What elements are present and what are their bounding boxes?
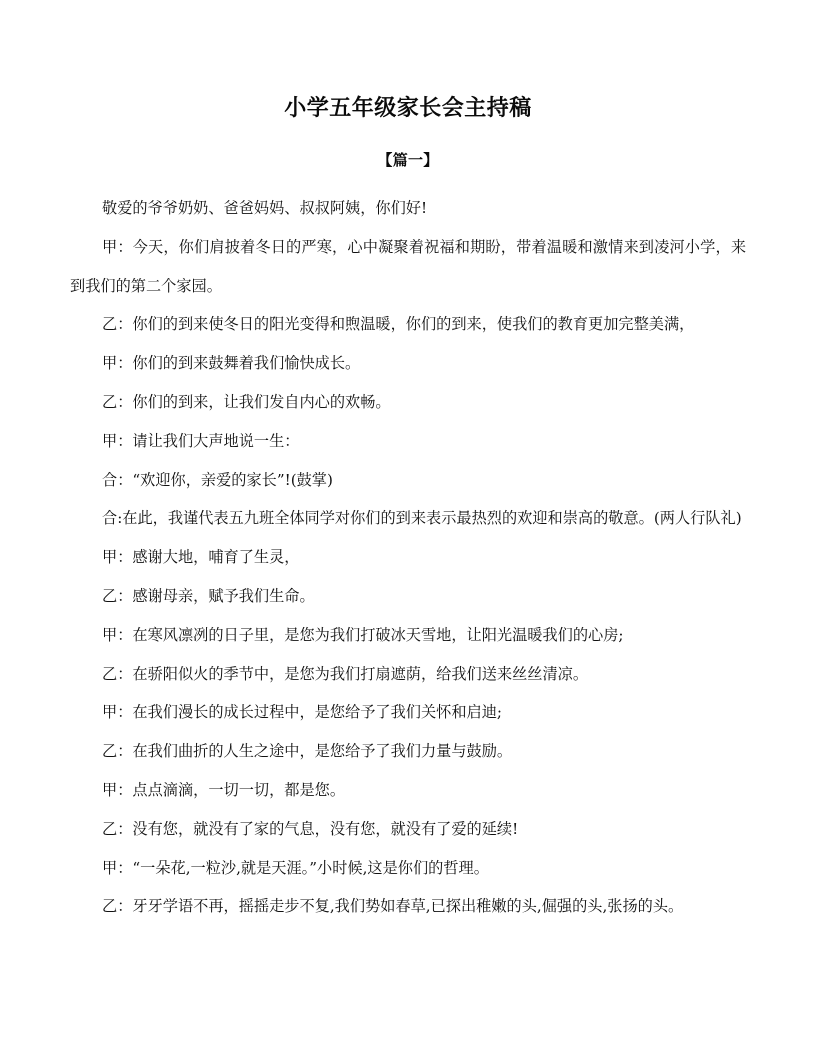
paragraph-yi-4: 乙：在骄阳似火的季节中，是您为我们打扇遮荫，给我们送来丝丝清凉。 [102,664,588,683]
paragraph-jia-3: 甲：请让我们大声地说一生： [102,431,300,450]
paragraph-yi-1: 乙：你们的到来使冬日的阳光变得和煦温暖，你们的到来，使我们的教育更加完整美满， [102,315,695,334]
paragraph-yi-2: 乙：你们的到来，让我们发自内心的欢畅。 [102,392,391,411]
document-subtitle: 【篇一】 [377,151,439,169]
page-title: 小学五年级家长会主持稿 [284,95,532,121]
paragraph-he-2: 合:在此，我谨代表五九班全体同学对你们的到来表示最热烈的欢迎和崇高的敬意。(两人行队礼) [102,509,742,528]
paragraph-jia-5: 甲：在寒风凛冽的日子里，是您为我们打破冰天雪地，让阳光温暖我们的心房; [102,625,624,644]
paragraph-yi-5: 乙：在我们曲折的人生之途中，是您给予了我们力量与鼓励。 [102,742,513,761]
paragraph-jia-8: 甲：“一朵花,一粒沙,就是天涯。”小时候,这是你们的哲理。 [102,858,489,877]
paragraph-yi-6: 乙：没有您，就没有了家的气息，没有您，就没有了爱的延续! [102,819,519,838]
paragraph-yi-7: 乙：牙牙学语不再，摇摇走步不复,我们势如春草,已探出稚嫩的头,倔强的头,张扬的头。 [102,897,684,916]
paragraph-jia-1: 甲：今天，你们肩披着冬日的严寒，心中凝聚着祝福和期盼，带着温暖和激情来到凌河小学，来到我们的第二个家园。 [70,237,746,295]
paragraph-jia-2: 甲：你们的到来鼓舞着我们愉快成长。 [102,354,361,373]
paragraph-jia-7: 甲：点点滴滴，一切一切，都是您。 [102,780,345,799]
paragraph-list [70,189,746,926]
document-body [70,92,746,926]
paragraph-greeting: 敬爱的爷爷奶奶、爸爸妈妈、叔叔阿姨，你们好! [102,199,428,217]
paragraph-jia-6: 甲：在我们漫长的成长过程中，是您给予了我们关怀和启迪; [102,703,502,722]
paragraph-he-1: 合：“欢迎你，亲爱的家长”!(鼓掌) [102,470,333,489]
paragraph-yi-3: 乙：感谢母亲，赋予我们生命。 [102,586,315,605]
paragraph-jia-4: 甲：感谢大地，哺育了生灵， [102,548,300,567]
